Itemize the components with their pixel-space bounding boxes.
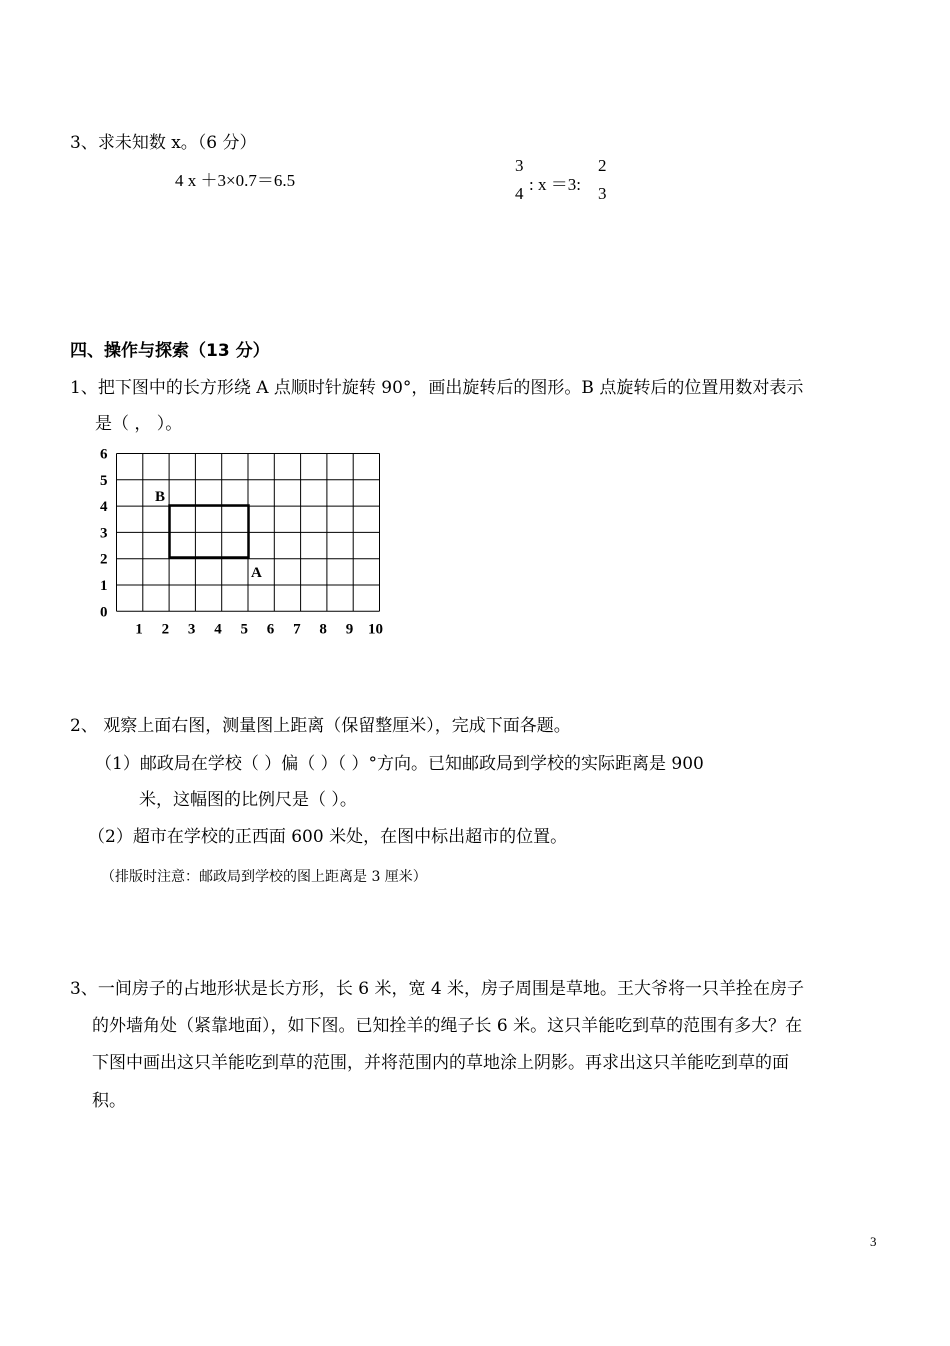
section-4-heading: 四、操作与探索（13 分）	[70, 341, 270, 361]
x-axis-label: 2	[161, 621, 170, 638]
y-axis-label: 6	[100, 446, 108, 463]
equation-2	[512, 156, 632, 206]
y-axis-label: 1	[100, 578, 108, 594]
y-axis-label: 2	[100, 551, 108, 568]
x-axis-labels	[135, 621, 383, 637]
x-axis-label: 5	[240, 621, 248, 638]
fraction-1-numerator: 3	[515, 156, 524, 175]
q2-sub1-line-1: （1）邮政局在学校（ ）偏（ ）（ ）°方向。已知邮政局到学校的实际距离是 900	[95, 754, 704, 774]
q2-sub2: （2）超市在学校的正西面 600 米处，在图中标出超市的位置。	[88, 827, 568, 847]
y-axis-labels	[100, 447, 108, 621]
y-axis-label: 5	[100, 472, 108, 489]
page-number: 3	[870, 1234, 877, 1249]
q1-line-1: 1、把下图中的长方形绕 A 点顺时针旋转 90°，画出旋转后的图形。B 点旋转后的位置用数对表示	[70, 378, 804, 398]
q2-sub1-line-2: 米，这幅图的比例尺是（ ）。	[139, 790, 357, 810]
fraction-1-denominator: 4	[515, 184, 524, 203]
y-axis-label: 3	[100, 525, 108, 542]
fraction-2-denominator: 3	[598, 184, 607, 203]
q3-line-1: 3、一间房子的占地形状是长方形，长 6 米，宽 4 米，房子周围是草地。王大爷将一只羊拴在房子	[70, 979, 805, 999]
equation-1: 4 x ＋3×0.7＝6.5	[175, 171, 296, 190]
x-axis-label: 4	[214, 621, 222, 638]
x-axis-label: 8	[319, 621, 327, 638]
q3-line-4: 积。	[92, 1091, 126, 1111]
layout-note: （排版时注意：邮政局到学校的图上距离是 3 厘米）	[101, 869, 427, 885]
equation-2-middle: : x ＝3:	[529, 175, 581, 194]
q3-line-3: 下图中画出这只羊能吃到草的范围，并将范围内的草地涂上阴影。再求出这只羊能吃到草的面	[92, 1053, 789, 1073]
q1-line-2: 是（ ， ）。	[95, 414, 183, 434]
point-b-label: B	[155, 489, 166, 505]
y-axis-label: 0	[100, 604, 108, 621]
solve-title: 3、求未知数 x。（6 分）	[70, 133, 257, 153]
x-axis-label: 9	[345, 621, 354, 638]
q3-line-2: 的外墙角处（紧靠地面），如下图。已知拴羊的绳子长 6 米。这只羊能吃到草的范围有多大？在	[92, 1016, 803, 1036]
x-axis-label: 3	[187, 621, 196, 638]
x-axis-label: 10	[368, 621, 383, 638]
y-axis-label: 4	[100, 499, 108, 516]
fraction-2-numerator: 2	[598, 156, 607, 175]
x-axis-label: 1	[135, 621, 143, 638]
q2-line-1: 2、 观察上面右图，测量图上距离（保留整厘米），完成下面各题。	[70, 716, 571, 736]
point-a-label: A	[251, 565, 262, 581]
x-axis-label: 6	[266, 621, 275, 638]
coordinate-grid	[94, 444, 394, 640]
x-axis-label: 7	[293, 621, 301, 638]
rectangle-shape	[170, 506, 249, 558]
